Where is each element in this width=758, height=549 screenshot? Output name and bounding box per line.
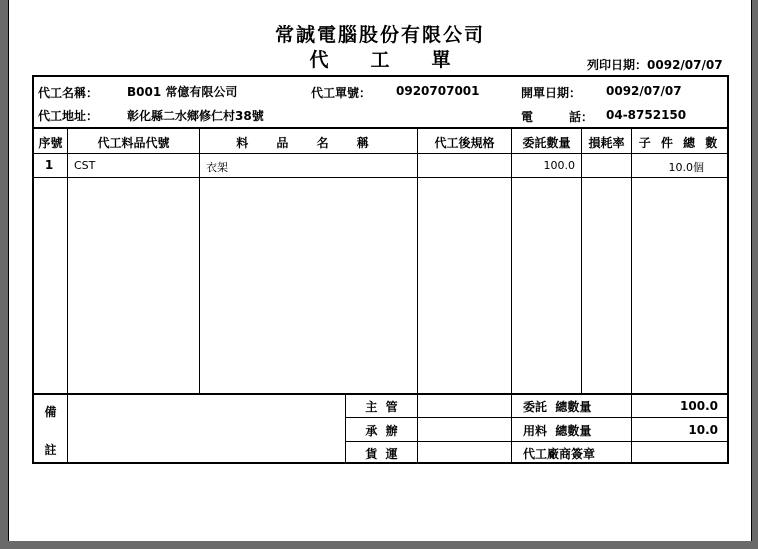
- column-header-item-code: 代工料品代號: [97, 136, 170, 150]
- footer-row-line-1: [345, 417, 727, 418]
- footer-divider-sign: [417, 393, 418, 464]
- order-no-label: 代工單號：: [311, 86, 372, 100]
- remarks-label-1: 備: [44, 405, 57, 419]
- phone-label-1: 電: [521, 110, 534, 124]
- open-date-label: 開單日期：: [521, 86, 582, 100]
- open-date: 0092/07/07: [606, 84, 682, 98]
- manager-label: 主 管: [365, 400, 398, 414]
- column-header-total: 子 件 總 數: [638, 136, 721, 150]
- first-row-separator: [34, 177, 727, 178]
- row-1-qty: 100.0: [543, 159, 575, 172]
- print-date-label: 列印日期：: [587, 58, 648, 72]
- column-header-seq: 序號: [38, 136, 63, 150]
- material-total-label: 用料 總數量: [523, 424, 592, 438]
- company-title: 常誠電腦股份有限公司: [274, 24, 485, 46]
- total-qty: 100.0: [680, 399, 718, 413]
- phone: 04-8752150: [606, 108, 687, 122]
- handler-label: 承 辦: [365, 424, 398, 438]
- col-divider-5: [581, 128, 582, 394]
- print-date: [587, 56, 723, 73]
- column-header-qty: 委託數量: [522, 136, 571, 150]
- print-date-value: 0092/07/07: [647, 58, 723, 72]
- contractor-name: B001 常億有限公司: [127, 85, 238, 99]
- column-header-separator: [34, 153, 727, 154]
- col-divider-3: [417, 128, 418, 394]
- shipping-label: 貨 運: [365, 447, 398, 461]
- remarks-label-2: 註: [44, 443, 57, 457]
- column-header-item-name: 料 品 名 稱: [236, 136, 381, 150]
- bottom-scroll-strip: [0, 541, 758, 549]
- total-qty-label: 委託 總數量: [523, 400, 592, 414]
- phone-label-2: 話：: [569, 110, 594, 124]
- col-divider-2: [199, 128, 200, 394]
- contractor-name-label: 代工名稱：: [38, 86, 99, 100]
- row-1-total: 10.0個: [668, 161, 704, 174]
- document-page: [8, 0, 752, 541]
- footer-separator: [34, 393, 727, 395]
- row-1-item-name: 衣架: [206, 161, 228, 174]
- col-divider-6: [631, 128, 632, 464]
- address: 彰化縣二水鄉修仁村38號: [127, 109, 264, 123]
- row-1-item-code: CST: [74, 159, 96, 172]
- form-frame: [32, 75, 729, 464]
- column-header-spec: 代工後規格: [434, 136, 495, 150]
- header-separator: [34, 127, 727, 129]
- col-divider-4: [511, 128, 512, 464]
- material-total: 10.0: [688, 423, 718, 437]
- vendor-sign-label: 代工廠商簽章: [523, 447, 596, 461]
- form-title: 代工單: [309, 49, 493, 71]
- address-label: 代工地址：: [38, 109, 99, 123]
- col-divider-1: [67, 128, 68, 464]
- footer-row-line-2: [345, 441, 727, 442]
- order-no: 0920707001: [396, 84, 480, 98]
- column-header-loss: 損耗率: [588, 136, 625, 150]
- row-1-seq: 1: [44, 158, 54, 172]
